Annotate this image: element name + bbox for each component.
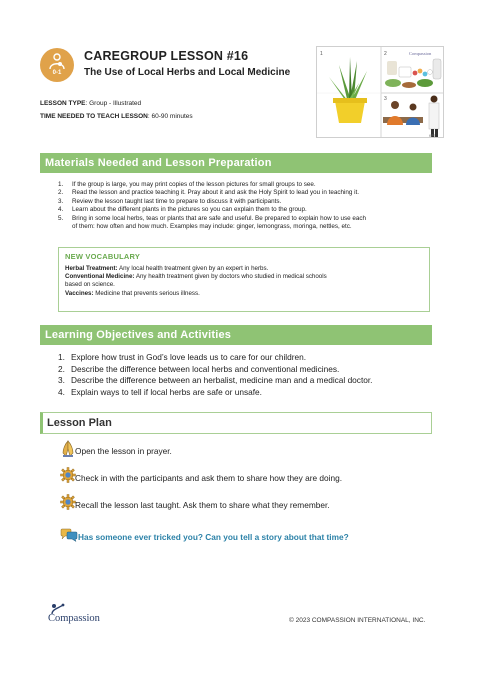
lesson-pictures-thumbnail [316,46,444,138]
copyright-notice: © 2023 COMPASSION INTERNATIONAL, INC. [289,617,426,624]
lesson-plan-heading: Lesson Plan [40,412,432,434]
list-item: 5. Bring in some local herbs, teas or plants that are safe and useful. Be prepared to explain how to use each of them: how often and how much. Examples may include: ginger, lemongrass, moringa, nettles, etc. [58,214,367,231]
plan-step-text: Check in with the participants and ask them to share how they are doing. [75,473,343,483]
lesson-title: CAREGROUP LESSON #16 [84,49,249,63]
list-item: 2. Read the lesson and practice teaching it. Pray about it and ask the Holy Spirit to lead you in teaching it. [58,189,360,197]
praying-hands-icon [60,440,76,458]
panel-number: 2 [384,51,387,57]
list-item: 3. Review the lesson taught last time to prepare to discuss it with participants. [58,197,282,205]
time-needed-value: : 60-90 minutes [147,113,193,120]
vocabulary-term: Conventional Medicine: Any health treatment given by doctors who studied in medical schools based on science. [65,273,327,289]
objectives-list [58,352,428,398]
list-item: 4. Explain ways to tell if local herbs are safe or unsafe. [58,386,262,397]
gear-icon [60,494,76,510]
lesson-type-label: LESSON TYPE [40,100,86,107]
lesson-type-value: : Group - Illustrated [85,100,142,107]
pot-rim [333,98,367,103]
speech-bubbles-icon [60,528,78,542]
list-item: 1. If the group is large, you may print copies of the lesson pictures for small groups to see. [58,181,316,188]
vocabulary-term: Vaccines: Medicine that prevents serious illness. [65,289,200,297]
plan-step-text: Open the lesson in prayer. [75,446,172,456]
compassion-logo [48,603,128,629]
objectives-heading: Learning Objectives and Activities [40,325,432,345]
panel-number: 1 [320,51,323,57]
lesson-type [40,100,141,107]
discussion-question: Has someone ever tricked you? Can you tell a story about that time? [78,532,349,542]
list-item: 1. Explore how trust in God’s love leads us to care for our children. [58,352,307,362]
time-needed [40,113,193,120]
mother-child-icon [45,52,69,72]
new-vocabulary-box [58,247,430,312]
materials-heading: Materials Needed and Lesson Preparation [40,153,432,173]
list-item: 2. Describe the difference between local herbs and conventional medicines. [58,363,340,374]
panel-number: 3 [384,96,387,102]
vocabulary-title: NEW VOCABULARY [65,252,141,261]
gear-icon [60,467,76,483]
age-badge [40,48,74,82]
time-needed-label: TIME NEEDED TO TEACH LESSON [40,113,148,120]
lesson-subtitle: The Use of Local Herbs and Local Medicine [84,67,291,78]
list-item: 3. Describe the difference between an herbalist, medicine man and a medical doctor. [58,375,373,386]
materials-list [58,181,428,231]
page-ref: KP1 [429,134,436,138]
list-item: 4. Learn about the different plants in the pictures so you can explain them to the group. [58,206,307,214]
age-badge-label: 0-1 [52,70,62,76]
vocabulary-term: Herbal Treatment: Any local health treatment given by an expert in herbs. [65,265,269,272]
yellow-pot [335,101,365,123]
lesson-illustration [317,47,444,138]
plan-step-text: Recall the lesson last taught. Ask them to share what they remember. [75,500,330,510]
thumbnail-brand: Compassion [409,51,432,56]
compassion-wordmark: Compassion [48,613,100,624]
